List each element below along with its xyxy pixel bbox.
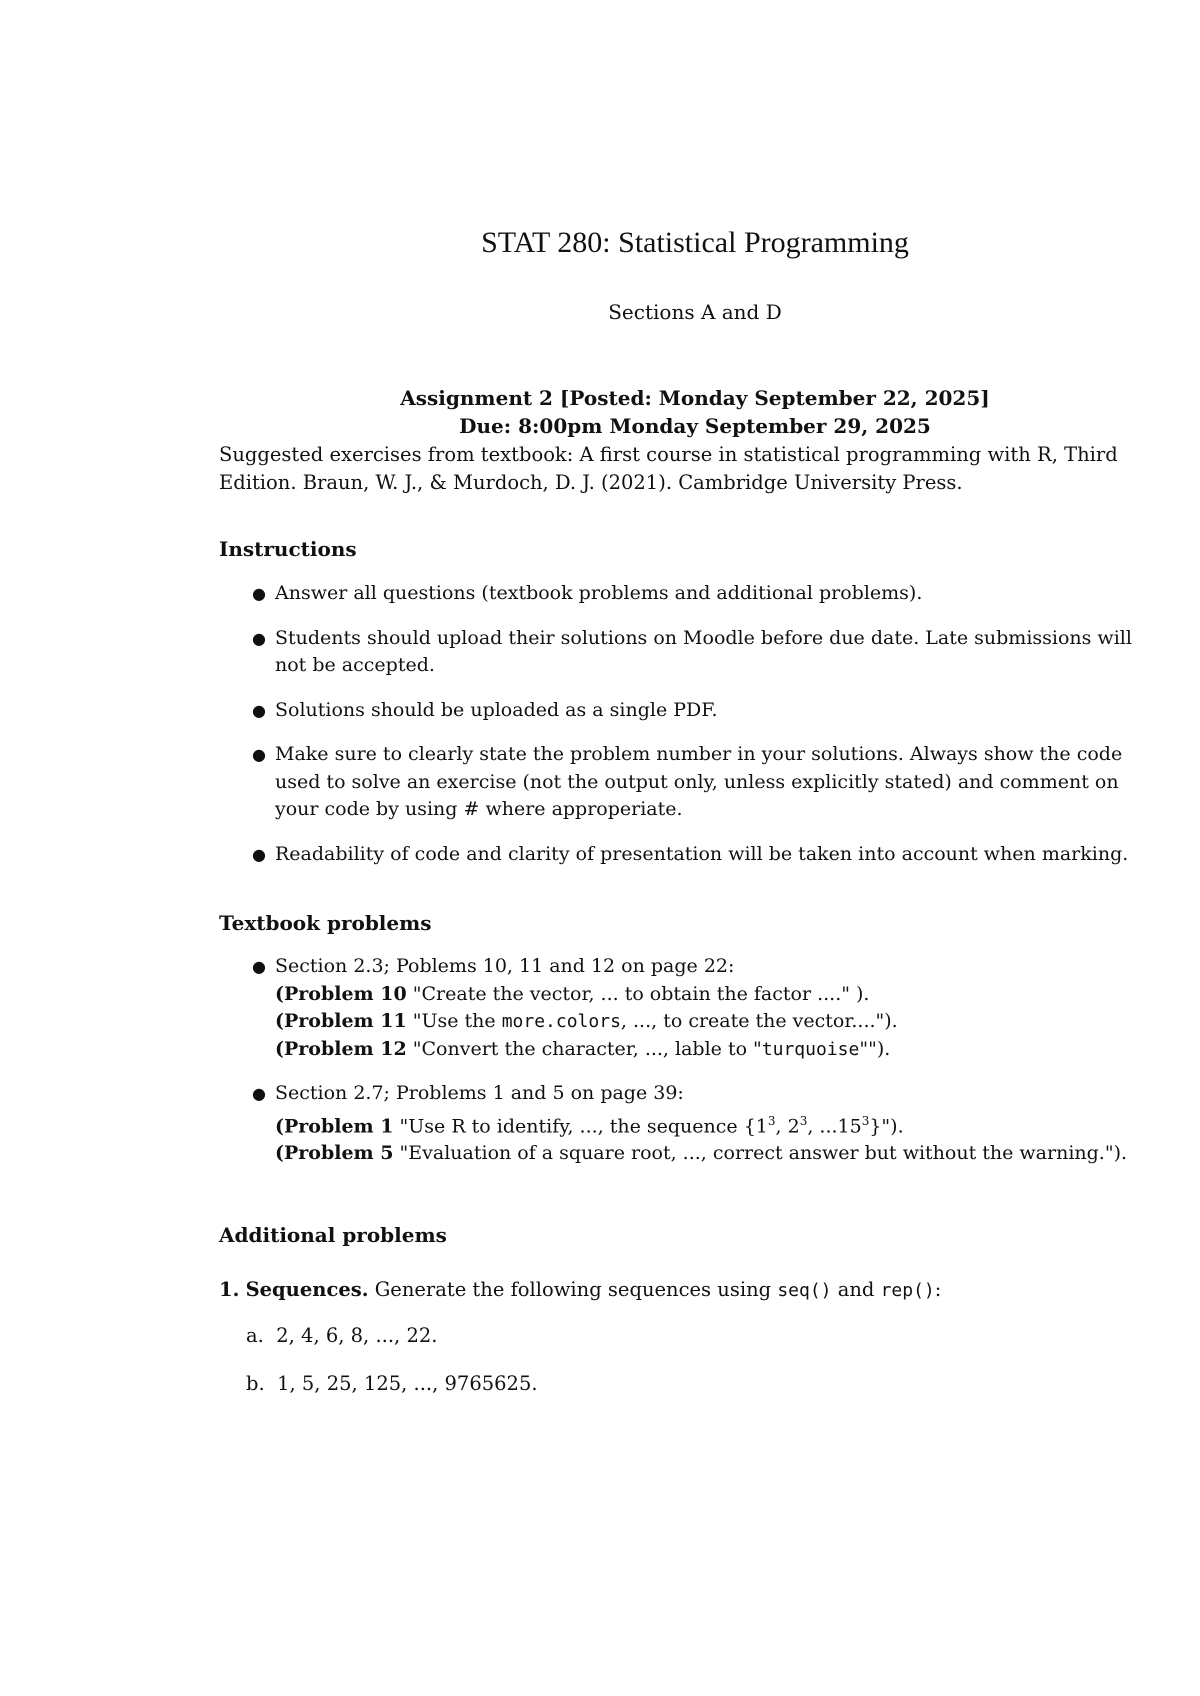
question-1: 1. Sequences. Generate the following sequences using seq() and rep(): [219,1278,942,1301]
document-title: STAT 280: Statistical Programming [481,226,909,259]
textbook-section-2-3: ● Section 2.3; Poblems 10, 11 and 12 on page 22: (Problem 10 "Create the vector, ... to obtain the factor ...." ). (Problem 11 "Use the more.colors, ..., to create the vector...."). (Problem 12 "Convert the character, ..., lable to "turquoise""). [250,953,1150,1063]
additional-problems-heading: Additional problems [219,1223,447,1247]
bullet-icon: ● [252,628,266,648]
suggested-textbook-text: Suggested exercises from textbook: A first course in statistical programming with R, Third Edition. Braun, W. J., & Murdoch, D. J. (2021). Cambridge University Press. [219,443,1118,494]
instructions-list [250,580,1150,868]
problem-5: (Problem 5 "Evaluation of a square root, ..., correct answer but without the warning."). [275,1142,1128,1165]
instruction-item: ● Make sure to clearly state the problem number in your solutions. Always show the code used to solve an exercise (not the output only, unless explicitly stated) and comment on your code by using # where approperiate. [252,743,1123,820]
problem-12: (Problem 12 "Convert the character, ..., lable to "turquoise""). [275,1037,891,1060]
instructions-heading: Instructions [219,537,357,561]
textbook-problems-heading: Textbook problems [219,911,432,935]
problem-10: (Problem 10 "Create the vector, ... to obtain the factor ...." ). [275,982,870,1005]
bullet-icon: ● [252,700,266,720]
question-1b: b. 1, 5, 25, 125, ..., 9765625. [246,1372,538,1395]
textbook-section-2-7: ● Section 2.7; Problems 1 and 5 on page 39: (Problem 1 "Use R to identify, ..., the sequence {$1^3$, $2^3$, ...15$^3$}"). (Problem 5 "Evaluation of a square root, ..., correct answer but without the warning."). [250,1080,1150,1168]
instruction-item: ● Answer all questions (textbook problems and additional problems). [250,580,1150,608]
bullet-icon: ● [252,957,266,976]
document-subtitle: Sections A and D [608,300,782,324]
bullet-icon: ● [252,844,266,864]
due-date-line: Due: 8:00pm Monday September 29, 2025 [459,414,931,438]
instruction-item: ● Solutions should be uploaded as a single PDF. [250,697,1150,725]
bullet-icon: ● [252,584,266,603]
bullet-icon: ● [252,1084,266,1103]
textbook-problems-list [250,953,1150,1168]
bullet-icon: ● [252,745,266,764]
problem-1: (Problem 1 "Use R to identify, ..., the sequence {$1^3$, $2^3$, ...15$^3$}"). [275,1113,904,1137]
instruction-item: ● Readability of code and clarity of presentation will be taken into account when marking. [250,841,1150,869]
instruction-item: ● Students should upload their solutions on Moodle before due date. Late submissions will not be accepted. [252,626,1132,676]
question-1a: a. 2, 4, 6, 8, ..., 22. [246,1324,438,1347]
problem-11: (Problem 11 "Use the more.colors, ..., to create the vector...."). [275,1010,898,1032]
assignment-posted-line: Assignment 2 [Posted: Monday September 22, 2025] [400,386,990,410]
